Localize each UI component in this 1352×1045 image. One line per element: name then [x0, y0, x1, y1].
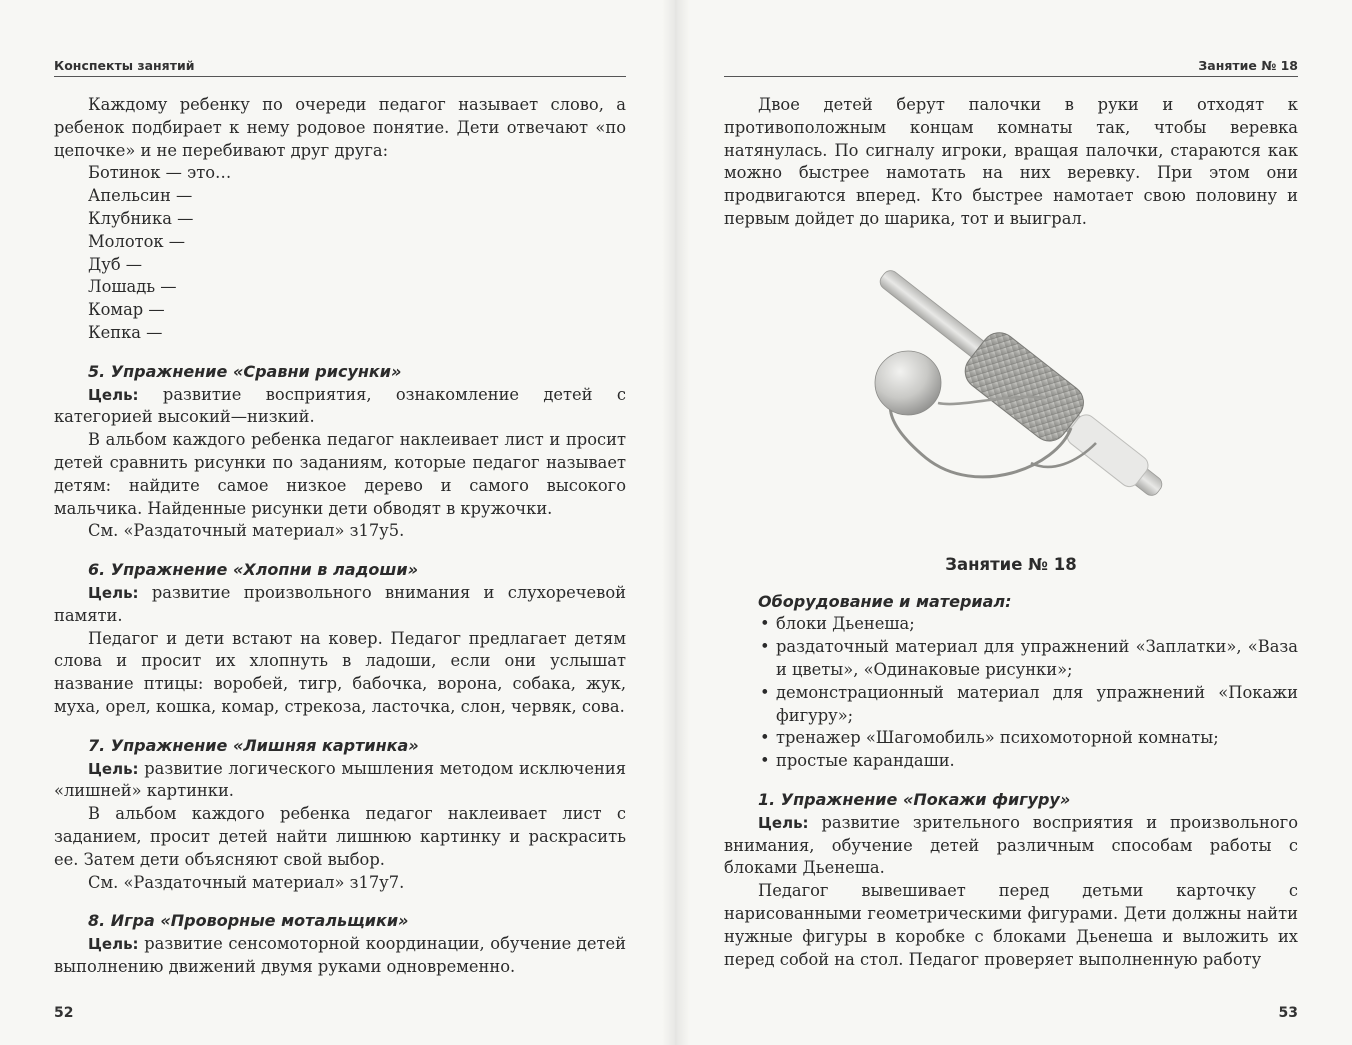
lesson-title: Занятие № 18: [945, 554, 1077, 574]
word-item: Молоток —: [88, 231, 186, 251]
word-item: Клубника —: [88, 208, 194, 228]
page-number-right: 53: [1278, 1005, 1298, 1021]
exercise-heading: 1. Упражнение «Покажи фигуру»: [758, 789, 1071, 809]
goal-label: Цель:: [88, 385, 139, 404]
goal-paragraph: [54, 933, 626, 979]
exercise-heading: 7. Упражнение «Лишняя картинка»: [88, 735, 419, 755]
page-number-left: 52: [54, 1005, 74, 1021]
goal-text: развитие восприятия, ознакомление детей с категорией высокий—низкий.: [54, 384, 626, 427]
word-item: Ботинок — это…: [88, 163, 232, 183]
rope-winding-toy-illustration: [856, 258, 1186, 508]
goal-text: развитие произвольного внимания и слухоречевой памяти.: [54, 582, 626, 625]
running-head-left: Конспекты занятий: [54, 58, 195, 73]
word-item: Лошадь —: [88, 277, 177, 297]
right-page: [676, 0, 1352, 1045]
word-item: Кепка —: [88, 322, 163, 342]
word-item: Дуб —: [88, 254, 143, 274]
left-text-column: [54, 94, 626, 979]
goal-label: Цель:: [758, 813, 809, 832]
equipment-item: • простые карандаши.: [758, 750, 1298, 773]
exercise-heading: 5. Упражнение «Сравни рисунки»: [88, 361, 402, 381]
exercise-heading: 8. Игра «Проворные мотальщики»: [88, 911, 409, 931]
body-paragraph: В альбом каждого ребенка педагог наклеивает лист с заданием, просит детей найти лишнюю картинку и раскрасить ее. Затем дети объясняют свой выбор.: [54, 804, 626, 869]
equipment-list: [724, 613, 1298, 773]
reference-paragraph: См. «Раздаточный материал» з17у5.: [88, 521, 405, 541]
goal-text: развитие зрительного восприятия и произвольного внимания, обучение детей различным способам работы с блоками Дьенеша.: [724, 812, 1298, 878]
reference-paragraph: См. «Раздаточный материал» з17у7.: [88, 872, 405, 892]
goal-label: Цель:: [88, 583, 139, 602]
goal-text: развитие сенсомоторной координации, обучение детей выполнению движений двумя руками одновременно.: [54, 934, 626, 976]
goal-paragraph: [54, 384, 626, 430]
equipment-item: • тренажер «Шагомобиль» психомоторной комнаты;: [758, 727, 1298, 750]
body-paragraph: В альбом каждого ребенка педагог наклеивает лист и просит детей сравнить рисунки по заданиям, которые педагог называет детям: найдите самое низкое дерево и самого высокого мальчика. Найденные рисунки дети обводят в кружочки.: [54, 430, 626, 518]
header-rule-left: [54, 76, 626, 77]
header-rule-right: [724, 76, 1298, 77]
equipment-item: • демонстрационный материал для упражнений «Покажи фигуру»;: [758, 682, 1298, 728]
intro-paragraph: Двое детей берут палочки в руки и отходят к противоположным концам комнаты так, чтобы веревка натянулась. По сигналу игроки, вращая палочки, стараются как можно быстрее намотать на них веревку. При этом они продвигаются вперед. Кто быстрее намотает свою половину и первым дойдет до шарика, тот и выиграл.: [724, 95, 1298, 228]
intro-paragraph: Каждому ребенку по очереди педагог называет слово, а ребенок подбирает к нему родовое понятие. Дети отвечают «по цепочке» и не перебивают друг друга:: [54, 95, 626, 160]
right-text-column: [724, 94, 1298, 971]
goal-paragraph: [724, 812, 1298, 880]
word-item: Апельсин —: [88, 186, 193, 206]
body-paragraph: Педагог и дети встают на ковер. Педагог предлагает детям слова и просит их хлопнуть в ладоши, если они услышат название птицы: воробей, тигр, бабочка, ворона, собака, жук, муха, орел, кошка, комар, стрекоза, ласточка, слон, червяк, сова.: [54, 628, 626, 716]
goal-label: Цель:: [88, 935, 139, 954]
equipment-heading: Оборудование и материал:: [758, 591, 1012, 611]
goal-label: Цель:: [88, 759, 139, 778]
body-paragraph: Педагог вывешивает перед детьми карточку с нарисованными геометрическими фигурами. Дети должны найти нужные фигуры в коробке с блоками Дьенеша и выложить их перед собой на стол. Педагог проверяет выполненную работу: [724, 881, 1298, 969]
exercise-heading: 6. Упражнение «Хлопни в ладоши»: [88, 560, 418, 580]
running-head-right: Занятие № 18: [1198, 58, 1298, 73]
equipment-item: • раздаточный материал для упражнений «Заплатки», «Ваза и цветы», «Одинаковые рисунки»;: [758, 636, 1298, 682]
word-item: Комар —: [88, 300, 165, 320]
goal-paragraph: [54, 582, 626, 628]
equipment-item: • блоки Дьенеша;: [758, 613, 1298, 636]
goal-paragraph: [54, 758, 626, 804]
goal-text: развитие логического мышления методом исключения «лишней» картинки.: [54, 758, 626, 801]
